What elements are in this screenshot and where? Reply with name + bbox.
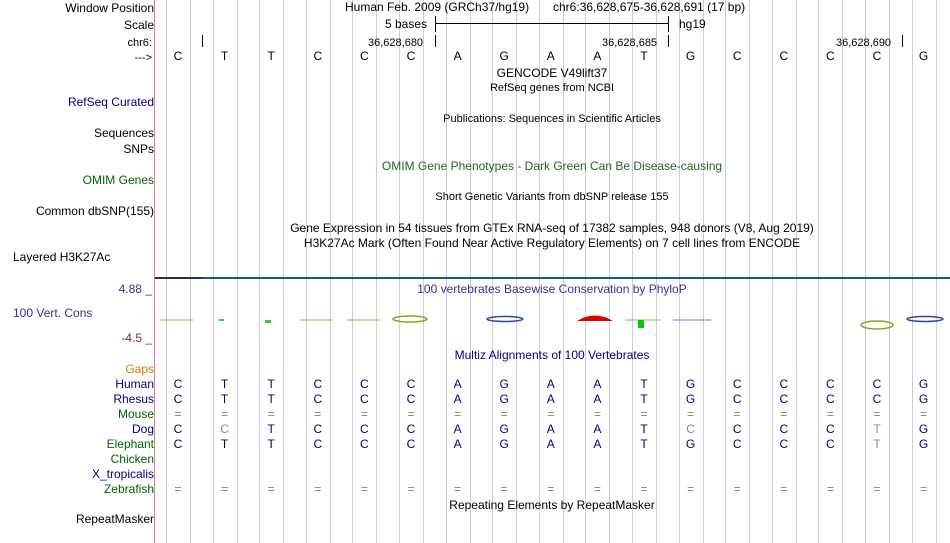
rhesus-base: A (453, 392, 462, 406)
rhesus-base: A (546, 392, 555, 406)
grid-line (772, 0, 773, 543)
human-base: C (406, 377, 416, 391)
h3k27ac-signal-line (155, 277, 950, 279)
elephant-base: C (732, 437, 742, 451)
rhesus-base: C (313, 392, 323, 406)
mouse-base: = (267, 407, 275, 421)
phylop-mark (861, 321, 893, 329)
track-label-column (0, 0, 154, 543)
gaps-label[interactable]: Gaps (125, 362, 154, 376)
grid-line (912, 0, 913, 543)
elephant-base: C (826, 437, 835, 451)
base-letter: C (732, 49, 742, 63)
rhesus-base: C (779, 392, 789, 406)
rhesus-base: C (826, 392, 835, 406)
dog-label[interactable]: Dog (131, 422, 154, 436)
mouse-base: = (547, 407, 555, 421)
grid-line (376, 0, 377, 543)
phylop-bars (160, 316, 943, 330)
gtex-track-desc: Gene Expression in 54 tissues from GTEx RNA-seq of 17382 samples, 948 donors (V8, Aug 2019) (290, 221, 814, 235)
base-letter: T (640, 49, 648, 63)
elephant-base: A (546, 437, 555, 451)
window-position-label[interactable]: Window Position (65, 1, 154, 15)
grid-line (283, 0, 284, 543)
base-letter: A (453, 49, 462, 63)
mouse-base: = (454, 407, 462, 421)
dog-base: A (453, 422, 462, 436)
mouse-base: = (780, 407, 788, 421)
base-letter: C (826, 49, 835, 63)
mouse-label[interactable]: Mouse (117, 407, 154, 421)
mouse-base: = (314, 407, 322, 421)
mouse-base: = (826, 407, 834, 421)
elephant-base: T (220, 437, 229, 451)
elephant-base: C (779, 437, 789, 451)
elephant-base: T (640, 437, 648, 451)
mouse-base: = (407, 407, 415, 421)
grid-line (842, 0, 843, 543)
grid-line (330, 0, 331, 543)
dog-base: T (267, 422, 275, 436)
dog-base: C (313, 422, 323, 436)
dog-base: G (499, 422, 509, 436)
rhesus-label[interactable]: Rhesus (113, 392, 154, 406)
phylop-max-label: 4.88 _ (118, 282, 152, 296)
rhesus-base: T (267, 392, 275, 406)
human-base: G (685, 377, 696, 391)
db-name: hg19 (679, 17, 706, 31)
assembly-title: Human Feb. 2009 (GRCh37/hg19) (345, 0, 530, 14)
dog-base: C (360, 422, 369, 436)
human-base: T (220, 377, 229, 391)
elephant-base: C (406, 437, 416, 451)
scale-bar-right-tick (668, 16, 669, 32)
position-range: chr6:36,628,675-36,628,691 (17 bp) (553, 0, 746, 14)
elephant-base: G (685, 437, 696, 451)
zebrafish-base: = (174, 482, 182, 496)
mouse-base: = (640, 407, 648, 421)
human-base: C (872, 377, 882, 391)
elephant-base: A (453, 437, 462, 451)
strand-label[interactable]: ---> (134, 52, 152, 64)
zebrafish-base: = (360, 482, 368, 496)
zebrafish-base: = (780, 482, 788, 496)
elephant-base: T (873, 437, 881, 451)
grid-line (399, 0, 400, 543)
mouse-base: = (500, 407, 508, 421)
human-base: C (173, 377, 183, 391)
mouse-base: = (733, 407, 741, 421)
mouse-base: = (920, 407, 928, 421)
x-tropicalis-label[interactable]: X_tropicalis (91, 467, 154, 481)
human-base: C (779, 377, 789, 391)
ruler-tick (435, 35, 436, 47)
phylop-mark (907, 317, 943, 322)
zebrafish-base: = (500, 482, 508, 496)
rhesus-base: G (685, 392, 696, 406)
grid-line (470, 0, 471, 543)
zebrafish-base: = (547, 482, 555, 496)
dog-base: C (406, 422, 416, 436)
ruler-pos-2: 36,628,685 (602, 37, 658, 49)
dog-base: A (593, 422, 602, 436)
human-base: A (546, 377, 555, 391)
base-letter: A (593, 49, 602, 63)
phylop-track-desc: 100 vertebrates Basewise Conservation by PhyloP (417, 282, 687, 296)
base-letter: G (499, 49, 509, 63)
mouse-base: = (360, 407, 368, 421)
base-letter: C (360, 49, 369, 63)
phylop-mark (577, 316, 613, 322)
dog-base: C (826, 422, 835, 436)
ruler-pos-1: 36,628,680 (368, 37, 424, 49)
rhesus-base: T (220, 392, 229, 406)
h3k27ac-track-desc: H3K27Ac Mark (Often Found Near Active Regulatory Elements) on 7 cell lines from ENCODE (303, 236, 801, 250)
chicken-label[interactable]: Chicken (110, 452, 154, 466)
h3k27ac-signal-segment (155, 277, 202, 279)
grid-line (749, 0, 750, 543)
human-base: A (593, 377, 602, 391)
grid-line (889, 0, 890, 543)
phylop-min-label: -4.5 _ (121, 331, 152, 345)
base-letter: A (546, 49, 555, 63)
human-base: C (732, 377, 742, 391)
refseq-track-desc: RefSeq genes from NCBI (489, 82, 615, 94)
layered-h3k27ac-label[interactable]: Layered H3K27Ac (13, 250, 111, 264)
multiz-track-desc: Multiz Alignments of 100 Vertebrates (454, 348, 650, 362)
grid-line (352, 0, 353, 543)
mouse-base: = (873, 407, 881, 421)
dog-base: C (686, 422, 695, 436)
mouse-base: = (221, 407, 229, 421)
phylop-mark (219, 319, 224, 321)
human-base: T (267, 377, 275, 391)
base-letter: C (173, 49, 183, 63)
zebrafish-base: = (826, 482, 834, 496)
gencode-track-title[interactable]: GENCODE V49lift37 (496, 66, 608, 80)
repeatmasker-track-desc: Repeating Elements by RepeatMasker (449, 498, 655, 512)
ruler-pos-3: 36,628,690 (836, 37, 892, 49)
repeatmasker-label[interactable]: RepeatMasker (75, 512, 154, 526)
rhesus-base: C (732, 392, 742, 406)
human-base: G (918, 377, 929, 391)
scale-text: 5 bases (385, 17, 428, 31)
dog-base: A (546, 422, 555, 436)
zebrafish-base: = (221, 482, 229, 496)
base-letter: G (918, 49, 929, 63)
dbsnp-track-desc: Short Genetic Variants from dbSNP release 155 (435, 191, 669, 203)
omim-track-desc: OMIM Gene Phenotypes - Dark Green Can Be Disease-causing (381, 159, 723, 173)
grid-line (632, 0, 633, 543)
rhesus-base: A (593, 392, 602, 406)
dog-base: T (873, 422, 881, 436)
base-letter: C (872, 49, 882, 63)
rhesus-base: C (872, 392, 882, 406)
zebrafish-base: = (733, 482, 741, 496)
grid-line (190, 0, 191, 543)
human-base: C (313, 377, 323, 391)
zebrafish-base: = (314, 482, 322, 496)
chrom-label[interactable]: chr6: (127, 37, 152, 49)
rhesus-base: T (640, 392, 648, 406)
grid-line (936, 0, 937, 543)
phylop-mark (265, 320, 271, 323)
snps-label[interactable]: SNPs (123, 142, 154, 156)
grid-line (423, 0, 424, 543)
zebrafish-base: = (873, 482, 881, 496)
base-letter: C (406, 49, 416, 63)
zebrafish-base: = (640, 482, 648, 496)
vert-cons-label[interactable]: 100 Vert. Cons (13, 306, 93, 320)
ruler-tick (668, 35, 669, 47)
elephant-base: C (173, 437, 183, 451)
grid-line (679, 0, 680, 543)
grid-line (865, 0, 866, 543)
grid-line (818, 0, 819, 543)
zebrafish-base: = (920, 482, 928, 496)
grid-line (213, 0, 214, 543)
human-base: T (640, 377, 648, 391)
grid-line (446, 0, 447, 543)
rhesus-base: C (406, 392, 416, 406)
mouse-base: = (174, 407, 182, 421)
dog-base: T (640, 422, 648, 436)
dog-base: C (220, 422, 229, 436)
base-letter: T (267, 49, 275, 63)
grid-line (656, 0, 657, 543)
human-base: A (453, 377, 462, 391)
zebrafish-base: = (267, 482, 275, 496)
dog-base: G (918, 422, 929, 436)
phylop-mark (638, 320, 644, 328)
ruler-tick (902, 35, 903, 47)
sequences-label[interactable]: Sequences (93, 126, 154, 140)
phylop-graph (155, 300, 950, 340)
rhesus-base: G (499, 392, 509, 406)
common-dbsnp-label[interactable]: Common dbSNP(155) (35, 204, 154, 218)
scale-label[interactable]: Scale (123, 18, 154, 32)
elephant-base: C (313, 437, 323, 451)
grid-line (725, 0, 726, 543)
grid-line (166, 0, 167, 543)
zebrafish-base: = (407, 482, 415, 496)
rhesus-base: C (360, 392, 369, 406)
scale-bar-left-tick (435, 16, 436, 32)
elephant-label[interactable]: Elephant (106, 437, 154, 451)
elephant-base: C (360, 437, 369, 451)
phylop-mark (487, 317, 523, 322)
omim-genes-label[interactable]: OMIM Genes (82, 173, 154, 187)
elephant-base: G (918, 437, 929, 451)
zebrafish-base: = (454, 482, 462, 496)
elephant-base: A (593, 437, 602, 451)
grid-line (259, 0, 260, 543)
base-letter: C (313, 49, 323, 63)
phylop-mark (393, 316, 427, 322)
grid-line (796, 0, 797, 543)
elephant-base: G (499, 437, 509, 451)
dog-base: C (173, 422, 183, 436)
base-letter: G (685, 49, 696, 63)
ruler-tick (202, 35, 203, 47)
scale-bar-line (436, 23, 668, 24)
human-label[interactable]: Human (115, 377, 154, 391)
human-base: C (360, 377, 369, 391)
refseq-label[interactable]: RefSeq Curated (67, 95, 154, 109)
human-base: C (826, 377, 835, 391)
mouse-base: = (593, 407, 601, 421)
grid-line (703, 0, 704, 543)
dog-base: C (732, 422, 742, 436)
human-base: G (499, 377, 509, 391)
label-divider (154, 0, 155, 543)
base-letter: C (779, 49, 789, 63)
mouse-base: = (687, 407, 695, 421)
zebrafish-base: = (687, 482, 695, 496)
publications-track-desc: Publications: Sequences in Scientific Articles (443, 113, 661, 125)
grid-line (237, 0, 238, 543)
zebrafish-base: = (593, 482, 601, 496)
dog-base: C (779, 422, 789, 436)
zebrafish-label[interactable]: Zebrafish (103, 482, 154, 496)
grid-line (306, 0, 307, 543)
rhesus-base: G (918, 392, 929, 406)
base-letter: T (220, 49, 229, 63)
rhesus-base: C (173, 392, 183, 406)
elephant-base: T (267, 437, 275, 451)
